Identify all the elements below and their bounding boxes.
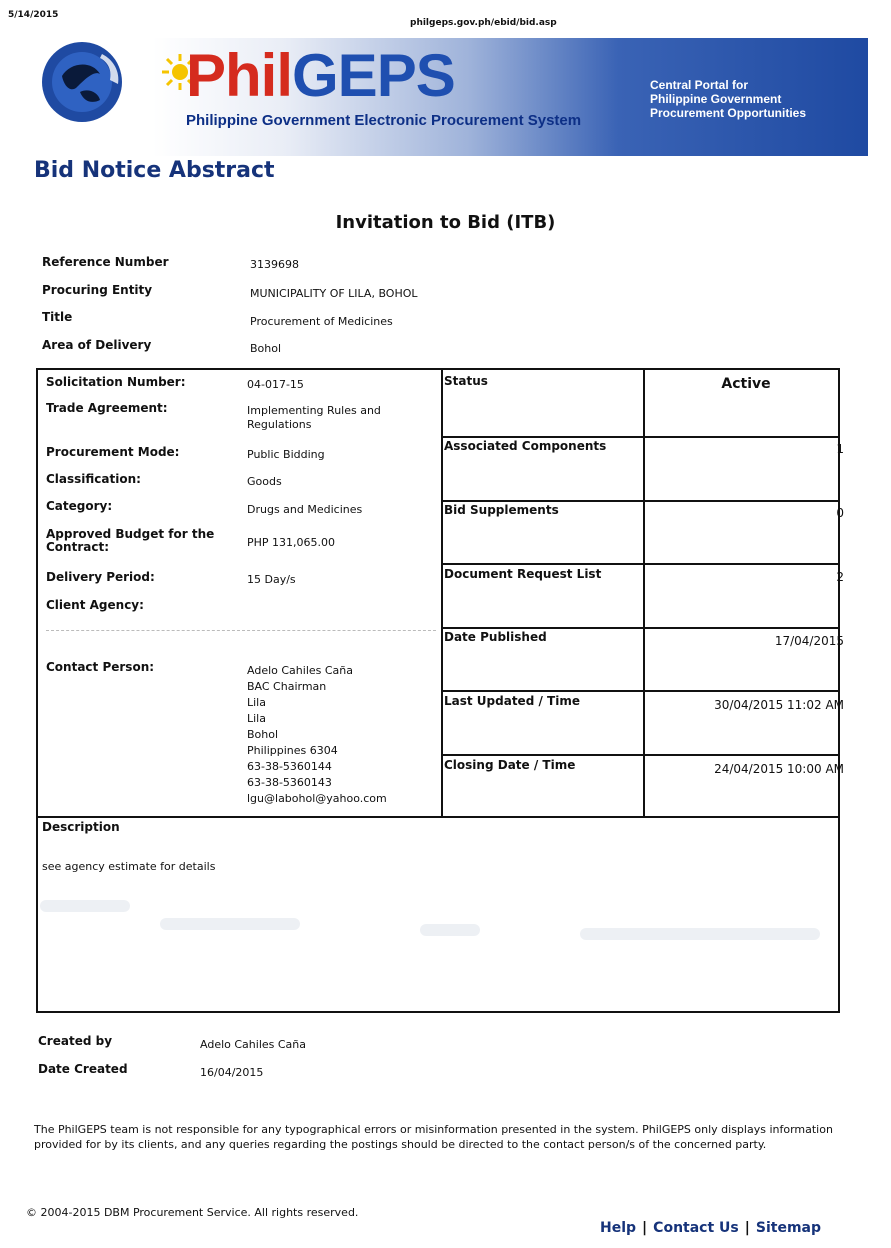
page-title: Bid Notice Abstract [34, 158, 275, 183]
reference-number-label: Reference Number [42, 255, 169, 269]
description-text: see agency estimate for details [42, 860, 216, 873]
area-value: Bohol [250, 342, 282, 355]
procuring-entity-value: MUNICIPALITY OF LILA, BOHOL [250, 287, 418, 300]
copyright: © 2004-2015 DBM Procurement Service. All rights reserved. [26, 1206, 359, 1219]
contact-address-line: Lila [247, 712, 266, 725]
contact-person-details [247, 664, 437, 808]
delivery-period-label: Delivery Period: [46, 570, 155, 584]
document-request-label: Document Request List [444, 567, 602, 581]
title-label: Title [42, 310, 73, 324]
status-value: Active [721, 376, 771, 392]
sitemap-link[interactable]: Sitemap [755, 1220, 822, 1236]
status-label: Status [444, 374, 488, 388]
category-label: Category: [46, 499, 113, 513]
trade-agreement-label: Trade Agreement: [46, 401, 168, 415]
row-divider [441, 754, 839, 756]
trade-agreement-value: Implementing Rules and Regulations [247, 404, 381, 431]
classification-label: Classification: [46, 472, 141, 486]
brand-prefix: Phil [186, 42, 293, 109]
procurement-mode-value: Public Bidding [247, 448, 325, 461]
last-updated-value: 30/04/2015 11:02 AM [714, 698, 844, 712]
contact-country: Philippines 6304 [247, 744, 338, 757]
contact-address-line: Lila [247, 696, 266, 709]
portal-line: Philippine Government [650, 92, 782, 106]
link-separator: | [744, 1220, 750, 1236]
row-divider [441, 563, 839, 565]
portal-line: Central Portal for [650, 78, 749, 92]
bid-supplements-value: 0 [836, 506, 844, 520]
contact-fax: 63-38-5360143 [247, 776, 332, 789]
last-updated-label: Last Updated / Time [444, 694, 580, 708]
notice-type-heading: Invitation to Bid (ITB) [335, 212, 556, 233]
date-created-label: Date Created [38, 1062, 128, 1076]
print-date: 5/14/2015 [8, 10, 59, 20]
description-label: Description [42, 820, 120, 834]
globe-logo-icon [40, 40, 124, 124]
print-url: philgeps.gov.ph/ebid/bid.asp [410, 18, 557, 28]
help-link[interactable]: Help [600, 1220, 637, 1236]
classification-value: Goods [247, 475, 282, 488]
area-label: Area of Delivery [42, 338, 152, 352]
row-divider [441, 690, 839, 692]
solicitation-value: 04-017-15 [247, 378, 304, 391]
bid-supplements-label: Bid Supplements [444, 503, 559, 517]
title-value: Procurement of Medicines [250, 315, 393, 328]
contact-phone: 63-38-5360144 [247, 760, 332, 773]
row-divider [441, 627, 839, 629]
portal-line: Procurement Opportunities [650, 106, 807, 120]
portal-tagline [650, 78, 865, 120]
link-separator: | [642, 1220, 648, 1236]
associated-components-label: Associated Components [444, 439, 607, 453]
brand-title [186, 42, 455, 109]
created-by-label: Created by [38, 1034, 113, 1048]
scan-smudge [40, 900, 130, 912]
client-agency-label: Client Agency: [46, 598, 144, 612]
budget-value: PHP 131,065.00 [247, 536, 336, 549]
scan-smudge [580, 928, 820, 940]
budget-label: Approved Budget for the Contract: [46, 527, 215, 554]
footer-links [600, 1220, 821, 1236]
closing-date-value: 24/04/2015 10:00 AM [714, 762, 844, 776]
contact-us-link[interactable]: Contact Us [653, 1220, 739, 1236]
document-request-value: 2 [836, 570, 844, 584]
contact-name: Adelo Cahiles Caña [247, 664, 353, 677]
scan-smudge [420, 924, 480, 936]
date-published-value: 17/04/2015 [774, 634, 844, 648]
category-value: Drugs and Medicines [247, 503, 363, 516]
delivery-period-value: 15 Day/s [247, 573, 296, 586]
associated-components-value: 1 [836, 442, 844, 456]
contact-person-label: Contact Person: [46, 660, 155, 674]
brand-suffix: GEPS [292, 42, 455, 109]
date-created-value: 16/04/2015 [200, 1066, 264, 1079]
reference-number-value: 3139698 [250, 258, 299, 271]
section-separator [46, 630, 436, 631]
closing-date-label: Closing Date / Time [444, 758, 576, 772]
scan-smudge [160, 918, 300, 930]
description-divider [38, 816, 838, 818]
contact-province: Bohol [247, 728, 279, 741]
solicitation-label: Solicitation Number: [46, 375, 186, 389]
contact-position: BAC Chairman [247, 680, 327, 693]
row-divider [441, 500, 839, 502]
procurement-mode-label: Procurement Mode: [46, 445, 180, 459]
disclaimer: The PhilGEPS team is not responsible for any typographical errors or misinformation presented in the system. PhilGEPS only displays information provided for by its clients, and any queries regarding the postings should be directed to the contact person/s of the concerned party. [34, 1123, 833, 1151]
created-by-value: Adelo Cahiles Caña [200, 1038, 306, 1051]
brand-subtitle: Philippine Government Electronic Procurement System [186, 112, 582, 129]
contact-email[interactable]: lgu@labohol@yahoo.com [247, 792, 387, 805]
row-divider [441, 436, 839, 438]
procuring-entity-label: Procuring Entity [42, 283, 153, 297]
date-published-label: Date Published [444, 630, 547, 644]
